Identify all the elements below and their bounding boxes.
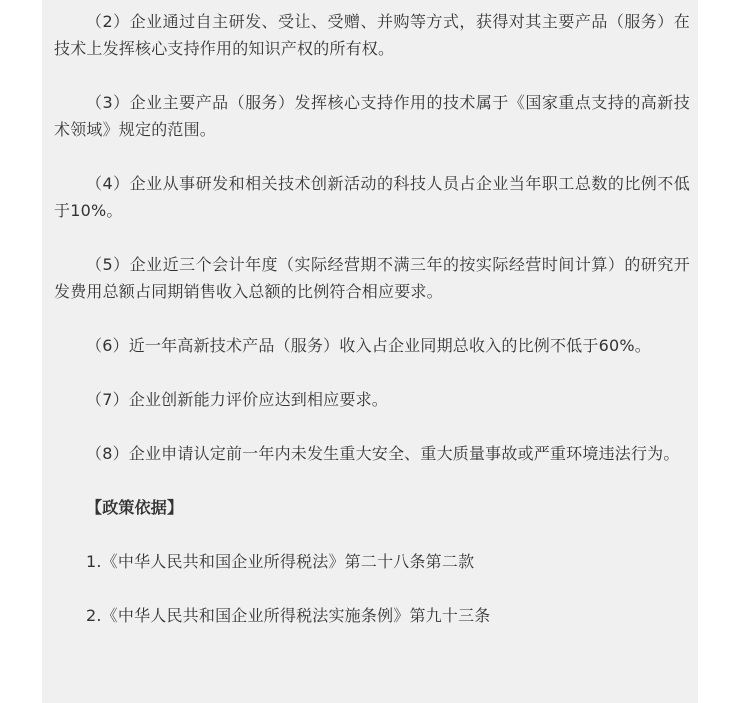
- policy-basis-item-1: 1.《中华人民共和国企业所得税法》第二十八条第二款: [86, 552, 475, 571]
- condition-paragraph-4: （4）企业从事研发和相关技术创新活动的科技人员占企业当年职工总数的比例不低于10%。: [54, 174, 690, 220]
- condition-paragraph-5: （5）企业近三个会计年度（实际经营期不满三年的按实际经营时间计算）的研究开发费用总额占同期销售收入总额的比例符合相应要求。: [54, 255, 690, 301]
- policy-basis-item-2: 2.《中华人民共和国企业所得税法实施条例》第九十三条: [86, 606, 491, 625]
- condition-paragraph-7: （7）企业创新能力评价应达到相应要求。: [86, 390, 388, 409]
- condition-paragraph-6: （6）近一年高新技术产品（服务）收入占企业同期总收入的比例不低于60%。: [86, 336, 651, 355]
- condition-paragraph-3: （3）企业主要产品（服务）发挥核心支持作用的技术属于《国家重点支持的高新技术领域》规定的范围。: [54, 93, 690, 139]
- article-content: [54, 8, 690, 656]
- article-page: [42, 0, 698, 703]
- policy-basis-heading: 【政策依据】: [86, 498, 184, 517]
- condition-paragraph-2: （2）企业通过自主研发、受让、受赠、并购等方式，获得对其主要产品（服务）在技术上发挥核心支持作用的知识产权的所有权。: [54, 12, 690, 58]
- condition-paragraph-8: （8）企业申请认定前一年内未发生重大安全、重大质量事故或严重环境违法行为。: [86, 444, 680, 463]
